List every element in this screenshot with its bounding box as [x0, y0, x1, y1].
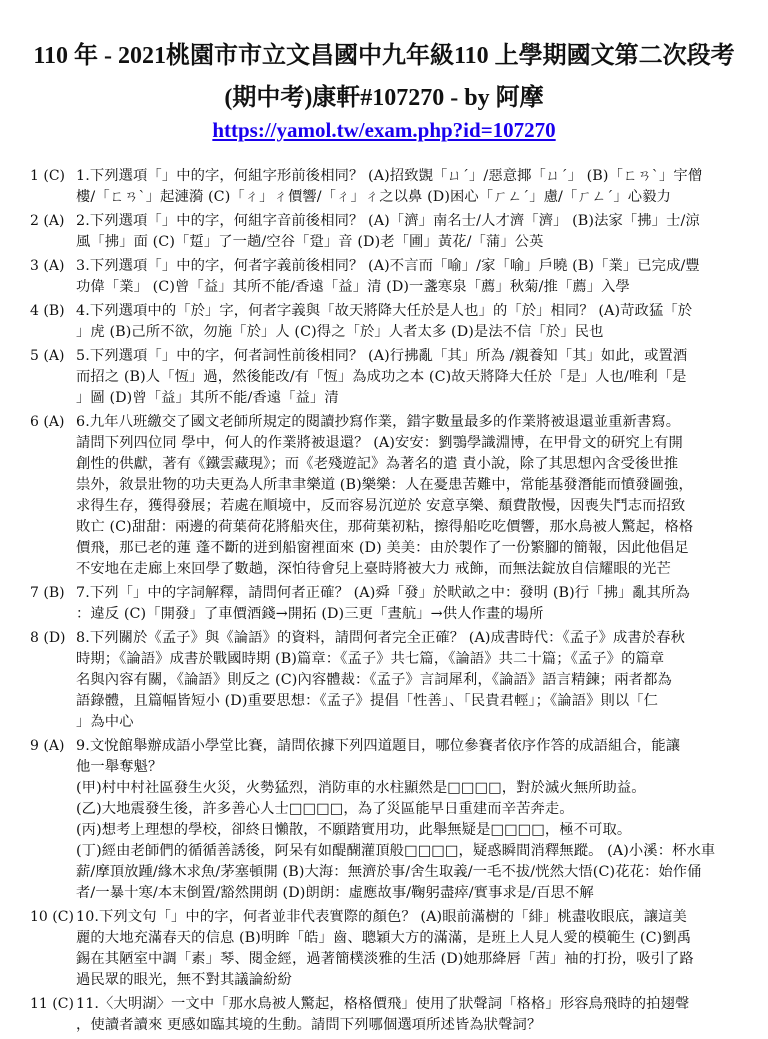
exam-title-line2: (期中考)康軒#107270 - by 阿摩 — [224, 85, 544, 111]
question-number: 11 — [30, 996, 48, 1012]
question-number: 9 — [30, 738, 39, 754]
question-line: 6.九年八班繳交了國文老師所規定的閱讀抄寫作業，錯字數量最多的作業將被退還並重新書寫。 — [76, 414, 681, 430]
question-line: ：違反 (C)「開發」了車價酒錢→開拓 (D)三更「晝航」→供人作畫的場所 — [76, 606, 544, 622]
question-number-answer — [30, 256, 64, 277]
question-number: 3 — [30, 258, 39, 274]
exam-title-line1: 110 年 - 2021桃園市市立文昌國中九年級110 上學期國文第二次段考 — [33, 43, 735, 69]
question-line: 敗亡 (C)甜甜：兩邊的荷葉荷花將船夾住，那荷葉初粘，擦得船吃吃價響，那水鳥被人驚起，格格 — [76, 519, 694, 535]
question-number: 1 — [30, 168, 39, 184]
question-text — [76, 301, 750, 343]
question-answer: (A) — [43, 213, 65, 229]
question-line: 」圖 (D)曾「益」其所不能/香遠「益」清 — [76, 390, 339, 406]
question-number: 7 — [30, 585, 39, 601]
question-line: 」為中心 — [76, 714, 134, 730]
question-line: 薪/摩頂放踵/緣木求魚/茅塞頓開 (B)大海：無濟於事/舍生取義/一毛不拔/恍然大悟(C)花花：始作俑 — [76, 864, 702, 880]
question-answer: (A) — [43, 414, 65, 430]
question-number-answer — [30, 211, 64, 232]
question-text — [76, 907, 750, 991]
question-line: 請問下列四位同 學中，何人的作業將被退還？ (A)安安：劉鶚學識淵博，在甲骨文的研究上有開 — [76, 435, 683, 451]
question-answer: (A) — [43, 258, 65, 274]
question-line: 7.下列「」中的字詞解釋，請問何者正確？ (A)舜「發」於畎畝之中：發明 (B)行「拂」亂其所為 — [76, 585, 690, 601]
question-line: (甲)村中村社區發生火災，火勢猛烈，消防車的水柱顯然是□□□□，對於滅火無所助益。 — [76, 780, 646, 796]
question-item — [30, 346, 750, 409]
question-line: 語錄體，且篇幅皆短小 (D)重要思想：《孟子》提倡「性善」、「民貴君輕」；《論語》則以「仁 — [76, 693, 659, 709]
question-line: 」虎 (B)己所不欲，勿施「於」人 (C)得之「於」人者太多 (D)是法不信「於」民也 — [76, 324, 604, 340]
question-number: 4 — [30, 303, 39, 319]
question-text — [76, 211, 750, 253]
question-text — [76, 736, 750, 904]
question-item — [30, 736, 750, 904]
question-line: 麗的大地充滿春天的信息 (B)明眸「皓」齒、聰穎大方的滿滿，是班上人見人愛的模範生 (C)劉禹 — [76, 930, 692, 946]
question-line: 功偉「業」 (C)曾「益」其所不能/香遠「益」清 (D)一盞寒泉「薦」秋菊/推「薦」入學 — [76, 279, 630, 295]
question-text — [76, 412, 750, 580]
question-item — [30, 166, 750, 208]
question-line: 11.〈大明湖〉一文中「那水鳥被人驚起，格格價飛」使用了狀聲詞「格格」形容鳥飛時的拍翅聲 — [76, 996, 690, 1012]
question-item — [30, 211, 750, 253]
question-answer: (A) — [43, 348, 65, 364]
question-line: 他一舉奪魁？ — [76, 759, 163, 775]
question-answer: (B) — [43, 585, 65, 601]
question-line: 不安地在走廊上來回學了數趟，深怕待會兒上臺時將被大力 戒飾，而無法錠放自信耀眼的光芒 — [76, 561, 671, 577]
question-line: 3.下列選項「」中的字，何者字義前後相同？ (A)不言而「喻」/家「喻」戶曉 (B)「業」已完成/豐 — [76, 258, 700, 274]
question-number-answer — [30, 166, 65, 187]
question-line: 風「拂」面 (C)「踅」了一趟/空谷「跫」音 (D)老「圃」黃花/「蒲」公英 — [76, 234, 544, 250]
question-text — [76, 256, 750, 298]
question-answer: (C) — [52, 909, 74, 925]
question-text — [76, 628, 750, 733]
question-number-answer — [30, 583, 65, 604]
question-line: 時期；《論語》成書於戰國時期 (B)篇章：《孟子》共七篇，《論語》共二十篇；《孟子》的篇章 — [76, 651, 665, 667]
question-line: 樓/「ㄈㄢˋ」起漣漪 (C)「ㄔ」ㄔ價響/「ㄔ」ㄔ之以鼻 (D)困心「ㄏㄥˊ」慮/「ㄏㄥˊ」心毅力 — [76, 189, 671, 205]
question-line: 4.下列選項中的「於」字，何者字義與「故天將降大任於是人也」的「於」相同？ (A)苛政猛「於 — [76, 303, 693, 319]
question-item — [30, 256, 750, 298]
question-line: 2.下列選項「」中的字，何組字音前後相同？ (A)「濟」南名士/人才濟「濟」 (B)法家「拂」士/涼 — [76, 213, 700, 229]
question-answer: (D) — [43, 630, 66, 646]
question-item — [30, 583, 750, 625]
question-answer: (A) — [43, 738, 65, 754]
question-number-answer — [30, 346, 64, 367]
question-line: 錫在其陋室中調「素」琴、閱金經，過著簡樸淡雅的生活 (D)她那絳唇「茜」袖的打扮，吸引了路 — [76, 951, 694, 967]
question-line: 價飛，那已老的蓮 蓬不斷的迸到船窗裡面來 (D) 美美：由於製作了一份繁腳的簡報，因此他倡足 — [76, 540, 689, 556]
question-text — [76, 166, 750, 208]
question-text — [76, 346, 750, 409]
question-line: (乙)大地震發生後，許多善心人士□□□□，為了災區能早日重建而辛苦奔走。 — [76, 801, 574, 817]
question-answer: (B) — [43, 303, 65, 319]
question-number-answer — [30, 907, 74, 928]
question-number: 2 — [30, 213, 39, 229]
question-number: 5 — [30, 348, 39, 364]
question-line: 求得生存，獲得發展；若處在順境中，反而容易沉逆於 安意享樂、頹費散慢，因喪失鬥志而招致 — [76, 498, 686, 514]
question-line: 者/一暴十寒/本末倒置/豁然開朗 (D)朗朗：虛應故事/鞠躬盡瘁/實事求是/百思不解 — [76, 885, 594, 901]
question-number-answer — [30, 412, 64, 433]
question-line: 祟外，敘景壯物的功夫更為人所聿聿樂道 (B)樂樂：人在憂患苦難中，常能基發潛能而憤發圖強， — [76, 477, 693, 493]
question-number-answer — [30, 736, 64, 757]
question-line: 10.下列文句「」中的字，何者並非代表實際的顏色？ (A)眼前滿樹的「緋」桃盡收眼底，讓這美 — [76, 909, 687, 925]
question-line: 創性的供獻，著有《鐵雲藏現》；而《老殘遊記》為著名的遣 責小說，除了其思想內含受後世推 — [76, 456, 679, 472]
question-number-answer — [30, 628, 66, 649]
question-line: 5.下列選項「」中的字，何者詞性前後相同？ (A)行拂亂「其」所為 /親養知「其」如此，或置酒 — [76, 348, 688, 364]
question-text — [76, 583, 750, 625]
question-line: 過民眾的眼光，無不對其議論紛紛 — [76, 972, 292, 988]
question-answer: (C) — [43, 168, 66, 184]
question-list — [30, 166, 750, 1039]
question-answer: (C) — [52, 996, 74, 1012]
question-item — [30, 907, 750, 991]
exam-link[interactable]: https://yamol.tw/exam.php?id=107270 — [212, 118, 556, 142]
question-line: 1.下列選項「」中的字，何組字形前後相同？ (A)招致覬「ㄩˊ」/惡意揶「ㄩˊ」 (B)「ㄈㄢˋ」宇僧 — [76, 168, 703, 184]
question-text — [76, 994, 750, 1036]
question-line: (丁)經由老師們的循循善誘後，阿呆有如醍醐灌頂般□□□□，疑惑瞬間消釋無蹤。 (A)小溪：杯水車 — [76, 843, 716, 859]
question-line: (丙)想考上理想的學校，卻終日懶散，不願踏實用功，此舉無疑是□□□□，極不可取。 — [76, 822, 632, 838]
question-line: ，使讀者讀來 更感如臨其境的生動。請問下列哪個選項所述皆為狀聲詞？ — [76, 1017, 542, 1033]
question-number: 6 — [30, 414, 39, 430]
question-line: 9.文悅館舉辦成語小學堂比賽，請問依據下列四道題目，哪位參賽者依序作答的成語組合，能讓 — [76, 738, 681, 754]
question-line: 名與內容有關，《論語》則反之 (C)內容體裁：《孟子》言詞犀利，《論語》語言精鍊；兩者都為 — [76, 672, 672, 688]
question-item — [30, 994, 750, 1036]
question-line: 8.下列關於《孟子》與《論語》的資料，請問何者完全正確？ (A)成書時代：《孟子》成書於春秋 — [76, 630, 685, 646]
question-item — [30, 628, 750, 733]
question-number-answer — [30, 994, 74, 1015]
question-line: 而招之 (B)人「恆」過，然後能改/有「恆」為成功之本 (C)故天將降大任於「是」人也/唯利「是 — [76, 369, 687, 385]
question-number: 8 — [30, 630, 39, 646]
question-number-answer — [30, 301, 65, 322]
question-item — [30, 412, 750, 580]
question-number: 10 — [30, 909, 48, 925]
question-item — [30, 301, 750, 343]
